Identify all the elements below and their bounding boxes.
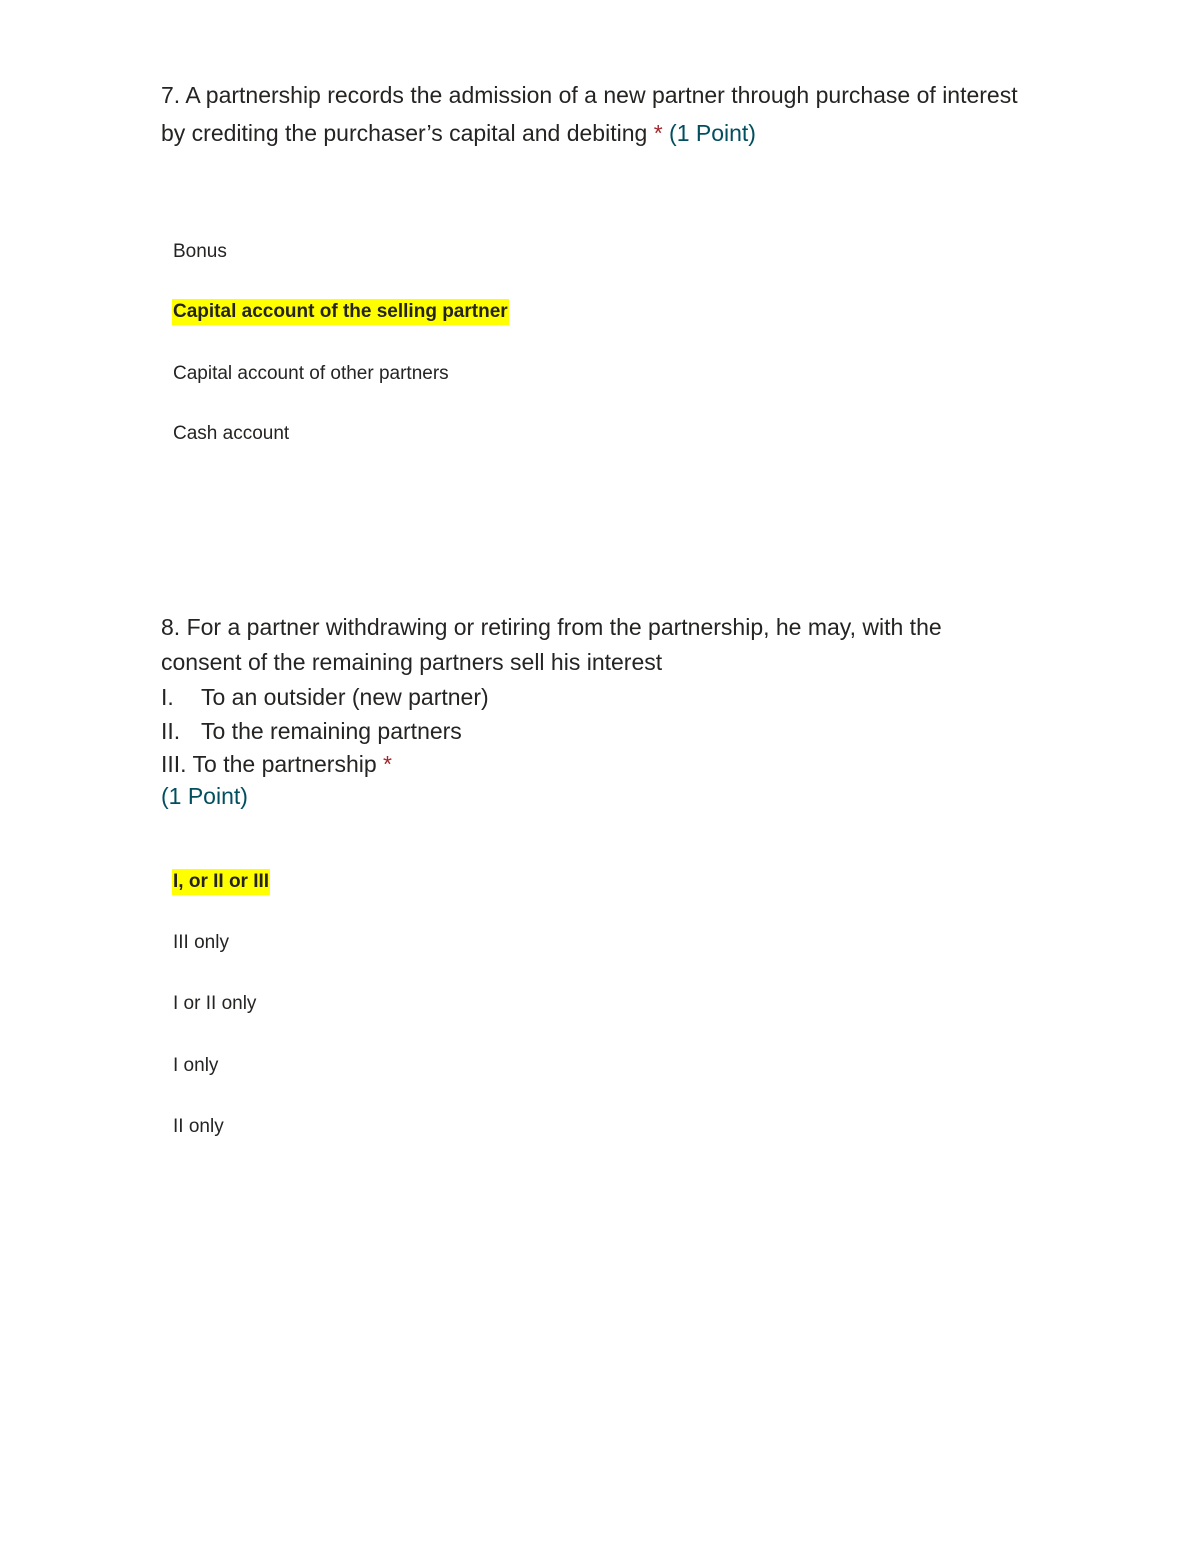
choice-i-or-ii-only[interactable] bbox=[172, 991, 257, 1017]
item-number: I. bbox=[161, 684, 174, 710]
choice-label: Capital account of the selling partner bbox=[172, 299, 509, 325]
question-text: For a partner withdrawing or retiring from the partnership, he may, with the consent of the remaining partners sell his interest bbox=[161, 614, 942, 675]
question-7-title bbox=[161, 76, 1021, 152]
choice-label: Capital account of other partners bbox=[173, 363, 449, 384]
choice-ii-only[interactable] bbox=[172, 1114, 225, 1140]
points-label: (1 Point) bbox=[161, 783, 248, 809]
item-text: To the remaining partners bbox=[201, 718, 462, 744]
option-item-1 bbox=[161, 680, 981, 714]
choice-capital-selling-partner[interactable] bbox=[172, 299, 509, 325]
required-marker: * bbox=[383, 751, 392, 777]
question-8-title bbox=[161, 610, 981, 680]
choice-i-only[interactable] bbox=[172, 1053, 219, 1079]
question-number: 7. bbox=[161, 82, 181, 108]
choice-cash-account[interactable] bbox=[172, 421, 290, 447]
question-number: 8. bbox=[161, 614, 181, 640]
points-label: (1 Point) bbox=[669, 120, 756, 146]
question-text: A partnership records the admission of a new partner through purchase of interest by crediting the purchaser’s capital and debiting bbox=[161, 82, 1018, 146]
choice-label: I or II only bbox=[173, 993, 257, 1014]
required-marker: * bbox=[653, 120, 663, 146]
choice-iii-only[interactable] bbox=[172, 930, 230, 956]
choice-capital-other-partners[interactable] bbox=[172, 361, 450, 387]
choice-label: Bonus bbox=[173, 241, 227, 262]
item-text: To an outsider (new partner) bbox=[201, 684, 489, 710]
choice-label: Cash account bbox=[173, 423, 290, 444]
choice-label: I only bbox=[173, 1055, 219, 1076]
choice-label: III only bbox=[173, 932, 229, 953]
question-7 bbox=[161, 76, 1021, 152]
choice-bonus[interactable] bbox=[172, 239, 228, 265]
option-item-2 bbox=[161, 714, 981, 748]
item-number: II. bbox=[161, 718, 181, 744]
item-text: III. To the partnership bbox=[161, 751, 377, 777]
choice-label: II only bbox=[173, 1116, 224, 1137]
choice-label: I, or II or III bbox=[172, 869, 270, 895]
choice-i-or-ii-or-iii[interactable] bbox=[172, 869, 270, 895]
option-item-3 bbox=[161, 748, 981, 780]
question-8 bbox=[161, 610, 981, 812]
